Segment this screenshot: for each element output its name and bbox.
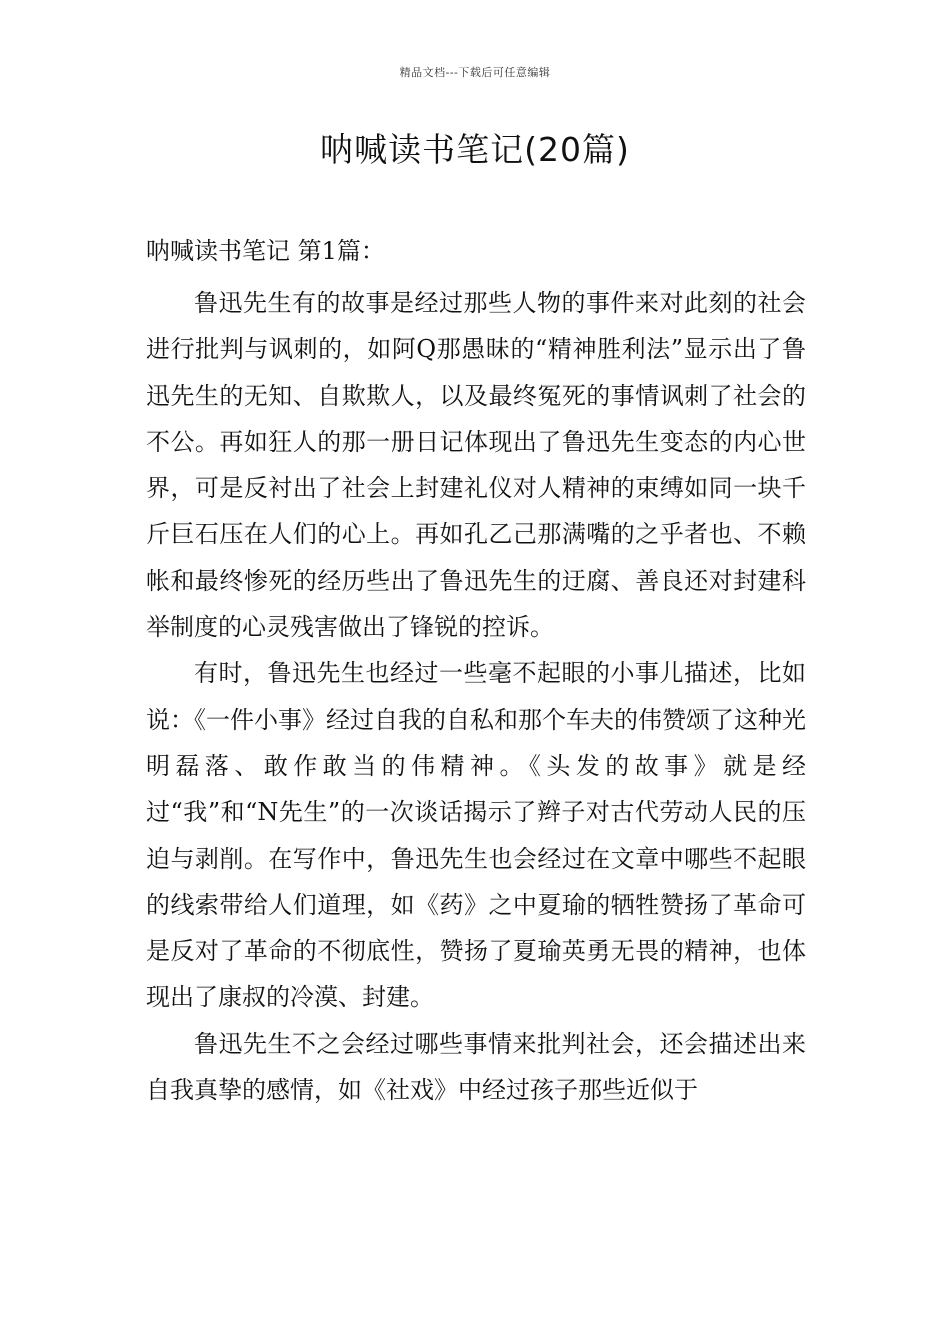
paragraph-3: 鲁迅先生不之会经过哪些事情来批判社会，还会描述出来自我真挚的感情，如《社戏》中经过孩子那些近似于: [146, 1029, 806, 1105]
document-body: [146, 280, 806, 1113]
section-heading: 呐喊读书笔记 第1篇：: [146, 237, 385, 265]
document-title: 呐喊读书笔记(20篇): [320, 130, 630, 169]
paragraph-1: 鲁迅先生有的故事是经过那些人物的事件来对此刻的社会进行批判与讽刺的，如阿Q那愚昧的“精神胜利法”显示出了鲁迅先生的无知、自欺欺人，以及最终冤死的事情讽刺了社会的不公。再如狂人的那一册日记体现出了鲁迅先生变态的内心世界，可是反衬出了社会上封建礼仪对人精神的束缚如同一块千斤巨石压在人们的心上。再如孔乙己那满嘴的之乎者也、不赖帐和最终惨死的经历些出了鲁迅先生的迂腐、善良还对封建科举制度的心灵残害做出了锋锐的控诉。: [146, 289, 806, 642]
paragraph-2: 有时，鲁迅先生也经过一些毫不起眼的小事儿描述，比如说：《一件小事》经过自我的自私和那个车夫的伟赞颂了这种光明磊落、敢作敢当的伟精神。《头发的故事》就是经过“我”和“N先生”的一次谈话揭示了辫子对古代劳动人民的压迫与剥削。在写作中，鲁迅先生也会经过在文章中哪些不起眼的线索带给人们道理，如《药》之中夏瑜的牺牲赞扬了革命可是反对了革命的不彻底性，赞扬了夏瑜英勇无畏的精神，也体现出了康叔的冷漠、封建。: [146, 659, 806, 1012]
header-note: 精品文档---下载后可任意编辑: [399, 66, 551, 79]
